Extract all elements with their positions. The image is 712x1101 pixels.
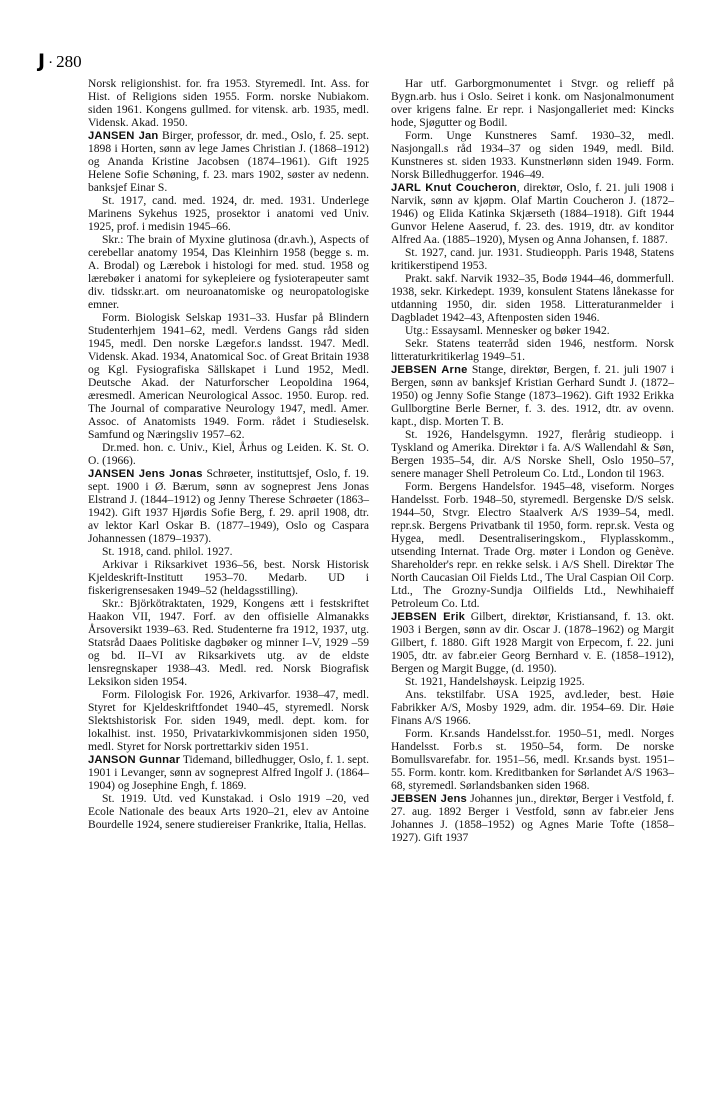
- entry-name: JARL Knut Coucheron: [391, 182, 517, 194]
- paragraph: St. 1927, cand. jur. 1931. Studieopph. Paris 1948, Statens kritikerstipend 1953.: [391, 247, 674, 272]
- paragraph: St. 1918, cand. philol. 1927.: [102, 546, 233, 558]
- paragraph: St. 1921, Handelshøysk. Leipzig 1925.: [405, 676, 585, 688]
- paragraph: Prakt. sakf. Narvik 1932–35, Bodø 1944–46, dommerfull. 1938, sekr. Kirkedept. 1939, konsulent Statens lånekasse for utdanning 1950, dir. siden 1958. Litteraturanmelder i Dagbladet 1942–43, Aftenposten siden 1946.: [391, 273, 674, 324]
- entry-name: JANSON Gunnar: [88, 754, 181, 766]
- entry-name: JANSEN Jan: [88, 130, 159, 142]
- paragraph: Norsk religionshist. for. fra 1953. Styremedl. Int. Ass. for Hist. of Religions siden 1955. Form. norske Nubiakom. siden 1961. Kongens gullmed. for vitensk. arb. 1935, medl. Vidensk. Akad. 1950.: [88, 78, 369, 129]
- paragraph: Dr.med. hon. c. Univ., Kiel, Århus og Leiden. K. St. O. O. (1966).: [88, 442, 369, 467]
- paragraph: Har utf. Garborgmonumentet i Stvgr. og relieff på Bygn.arb. hus i Oslo. Seiret i konk. om Nasjonalmonument over krigens falne. Er repr. i Nasjongalleriet med: Kincks hode, Sjøgutter og Bodil.: [391, 78, 674, 129]
- entry-name: JEBSEN Erik: [391, 611, 466, 623]
- biography-entry: [88, 130, 369, 195]
- biography-entry: [88, 468, 369, 546]
- entry-text: , direktør, Oslo, f. 21. juli 1908 i Narvik, sønn av kjøpm. Olaf Martin Coucheron J. (1872–1946) og Elida Katinka Skjærseth (1884–1918). Gift 1944 Gunvor Helene Aaserud, f. 23. des. 1919, dtr. av konditor Alfred Aa. (1885–1920), Mysen og Anna Johansen, f. 1887.: [391, 182, 675, 246]
- entry-text: Birger, professor, dr. med., Oslo, f. 25. sept. 1898 i Horten, sønn av lege James Christian J. (1868–1912) og Ananda Kristine Jacobsen (1874–1961). Gift 1925 Helene Sofie Schøning, f. 23. mars 1902, søster av nedenn. banksjef Einar S.: [88, 130, 369, 194]
- biography-entry: [391, 611, 674, 676]
- paragraph: Form. Biologisk Selskap 1931–33. Husfar på Blindern Studenterhjem 1941–62, medl. Verdens Gangs råd siden 1945, medl. Den norske Lægefor.s landsst. 1947. Medl. Vidensk. Akad. 1934, Anatomical Soc. of Great Britain 1938 og Kgl. Fysiografiska Sällskapet i Lund 1952, Medl. Deutsche Akad. der Naturforscher Leopoldina 1964, æresmedl. American Neurological Assoc. 1950. Europ. red. The Journal of comparative Neurology 1947, medl. Amer. Assoc. of Anatomists 1949. Form. rådet i Studieselsk. Samfund og Næringsliv 1957–62.: [88, 312, 369, 441]
- entry-text: Schrøeter, instituttsjef, Oslo, f. 19. sept. 1900 i Ø. Bærum, sønn av sogneprest Jens Jonas Elstrand J. (1844–1912) og Jenny Therese Schrøeter (1863–1942). Gift 1937 Hjørdis Sofie Berg, f. 29. april 1908, dtr. av lektor Karl Oskar B. (1877–1949), Oslo og Caspara Johannessen (1879–1937).: [88, 468, 369, 545]
- paragraph: St. 1919. Utd. ved Kunstakad. i Oslo 1919 –20, ved Ecole Nationale des beaux Arts 1920–21, elev av Antoine Bourdelle 1924, senere studiereiser Frankrike, Italia, Hellas.: [88, 793, 369, 831]
- entry-text: Gilbert, direktør, Kristiansand, f. 13. okt. 1903 i Bergen, sønn av dir. Oscar J. (1878–1962) og Margit Gilbert, f. 1880. Gift 1928 Margit von Erpecom, f. 22. juni 1905, dtr. av fabr.eier Georg Bernhard v. E. (1858–1912), Bergen og Margit Bugge, (d. 1950).: [391, 611, 674, 675]
- paragraph: St. 1917, cand. med. 1924, dr. med. 1931. Underlege Marinens Sykehus 1925, prosektor i anatomi ved Univ. 1925, prof. i medisin 1945–66.: [88, 195, 369, 233]
- header-letter: J: [38, 50, 46, 72]
- paragraph: Sekr. Statens teaterråd siden 1946, nestform. Norsk litteraturkritikerlag 1949–51.: [391, 338, 674, 363]
- biography-entry: [88, 754, 369, 793]
- right-column: [391, 78, 674, 845]
- page-header: [38, 50, 678, 70]
- paragraph: St. 1926, Handelsgymn. 1927, flerårig studieopp. i Tyskland og Amerika. Direktør i fa. A/S Wallendahl & Søn, Bergen 1935–54, dir. A/S Norske Shell, Oslo 1950–57, senere manager Shell Petroleum Co. Ltd., London til 1963.: [391, 429, 674, 480]
- page-number: 280: [56, 52, 82, 71]
- entry-text: Johannes jun., direktør, Berger i Vestfold, f. 27. aug. 1892 Berger i Vestfold, sønn av fabr.eier Jens Johannes J. (1858–1952) og Agnes Marie Tofte (1858–1927). Gift 1937: [391, 793, 675, 844]
- paragraph: Arkivar i Riksarkivet 1936–56, best. Norsk Historisk Kjeldeskrift-Institutt 1953–70. Medarb. UD i fiskerigrensesaken 1949–52 (heldagsstilling).: [88, 559, 369, 597]
- paragraph: Form. Bergens Handelsfor. 1945–48, viseform. Norges Handelsst. Forb. 1948–50, styremedl. Bergenske D/S selsk. 1944–50, Stvgr. Electro Staalverk A/S 1939–54, medl. repr.sk. Bergens Privatbank til 1950, form. repr.sk. Vesta og Hygea, medl. Desentraliseringskom., Flyplasskomm., utsending Internat. Trade Org. møter i London og Genève. Shareholder's repr. en rekke selsk. i A/S Shell. Direktør The North Caucasian Oil Fields Ltd., The Ural Caspian Oil Corp. Ltd., The Grozny-Sundja Oilfields Ltd., Newhihaieff Petroleum Co. Ltd.: [391, 481, 674, 610]
- biography-entry: [391, 364, 674, 429]
- entry-name: JANSEN Jens Jonas: [88, 468, 203, 480]
- left-column: [88, 78, 369, 832]
- header-separator: ·: [48, 55, 54, 71]
- entry-text: Tidemand, billedhugger, Oslo, f. 1. sept. 1901 i Levanger, sønn av sogneprest Alfred Ingolf J. (1864–1904) og Josephine Engh, f. 1869.: [88, 754, 369, 792]
- paragraph: Form. Kr.sands Handelsst.for. 1950–51, medl. Norges Handelsst. Forb.s st. 1950–54, form. De norske Bomullsvarefabr. for. 1951–56, medl. Kr.sands byst. 1951–55. Form. kontr. kom. Kreditbanken for Sørlandet A/S 1963–68, styremedl. Sørlandsbanken siden 1968.: [391, 728, 674, 792]
- paragraph: Skr.: Björkötraktaten, 1929, Kongens ætt i festskriftet Haakon VII, 1947. Forf. av den offisielle Almanakks Årsoversikt 1939–63. Red. Studenterne fra 1912, 1937, utg. Statsråd Daaes Politiske dagbøker og minner I–V, 1929 –59 og bd. II–VI av Riksarkivets utg. av de eldste lensregnskaper 1938–43. Medl. red. Norsk Biografisk Leksikon siden 1954.: [88, 598, 369, 688]
- paragraph: Skr.: The brain of Myxine glutinosa (dr.avh.), Aspects of cerebellar anatomy 1954, Das Kleinhirn 1958 (begge s. m. A. Brodal) og Lærebok i histologi for med. stud. 1958 og lærebøker i anatomi for sykepleiere og fysioterapeuter samt div. tidsskr.art. om neuroanatomiske og neuropatologiske emner.: [88, 234, 369, 311]
- paragraph: Utg.: Essaysaml. Mennesker og bøker 1942.: [405, 325, 610, 337]
- entry-name: JEBSEN Arne: [391, 364, 468, 376]
- entry-name: JEBSEN Jens: [391, 793, 467, 805]
- entry-text: Stange, direktør, Bergen, f. 21. juli 1907 i Bergen, sønn av banksjef Kristian Gerhard Sundt J. (1872–1950) og Jenny Sofie Stange (1873–1962). Gift 1932 Erikka Gullborgtine Berle Berner, f. 3. des. 1912, dtr. av ovenn. kapt., disp. Morten T. B.: [391, 364, 674, 428]
- biography-entry: [391, 793, 674, 845]
- paragraph: Form. Unge Kunstneres Samf. 1930–32, medl. Nasjongall.s råd 1934–37 og siden 1949, medl. Bild. Kunstneres st. siden 1933. Kunstnerlønn siden 1949. Form. Norsk Billedhuggerfor. 1946–49.: [391, 130, 674, 181]
- paragraph: Ans. tekstilfabr. USA 1925, avd.leder, best. Høie Fabrikker A/S, Mosby 1929, adm. dir. 1954–69. Dir. Høie Finans A/S 1966.: [391, 689, 674, 727]
- paragraph: Form. Filologisk For. 1926, Arkivarfor. 1938–47, medl. Styret for Kjeldeskriftfondet 1940–45, styremedl. Norsk Slektshistorisk For. siden 1949, medl. dept. kom. for lokalhist. inst. 1950, Privatarkivkommisjonen siden 1950, medl. Styret for Norsk portrettarkiv siden 1951.: [88, 689, 369, 753]
- biography-entry: [391, 182, 674, 247]
